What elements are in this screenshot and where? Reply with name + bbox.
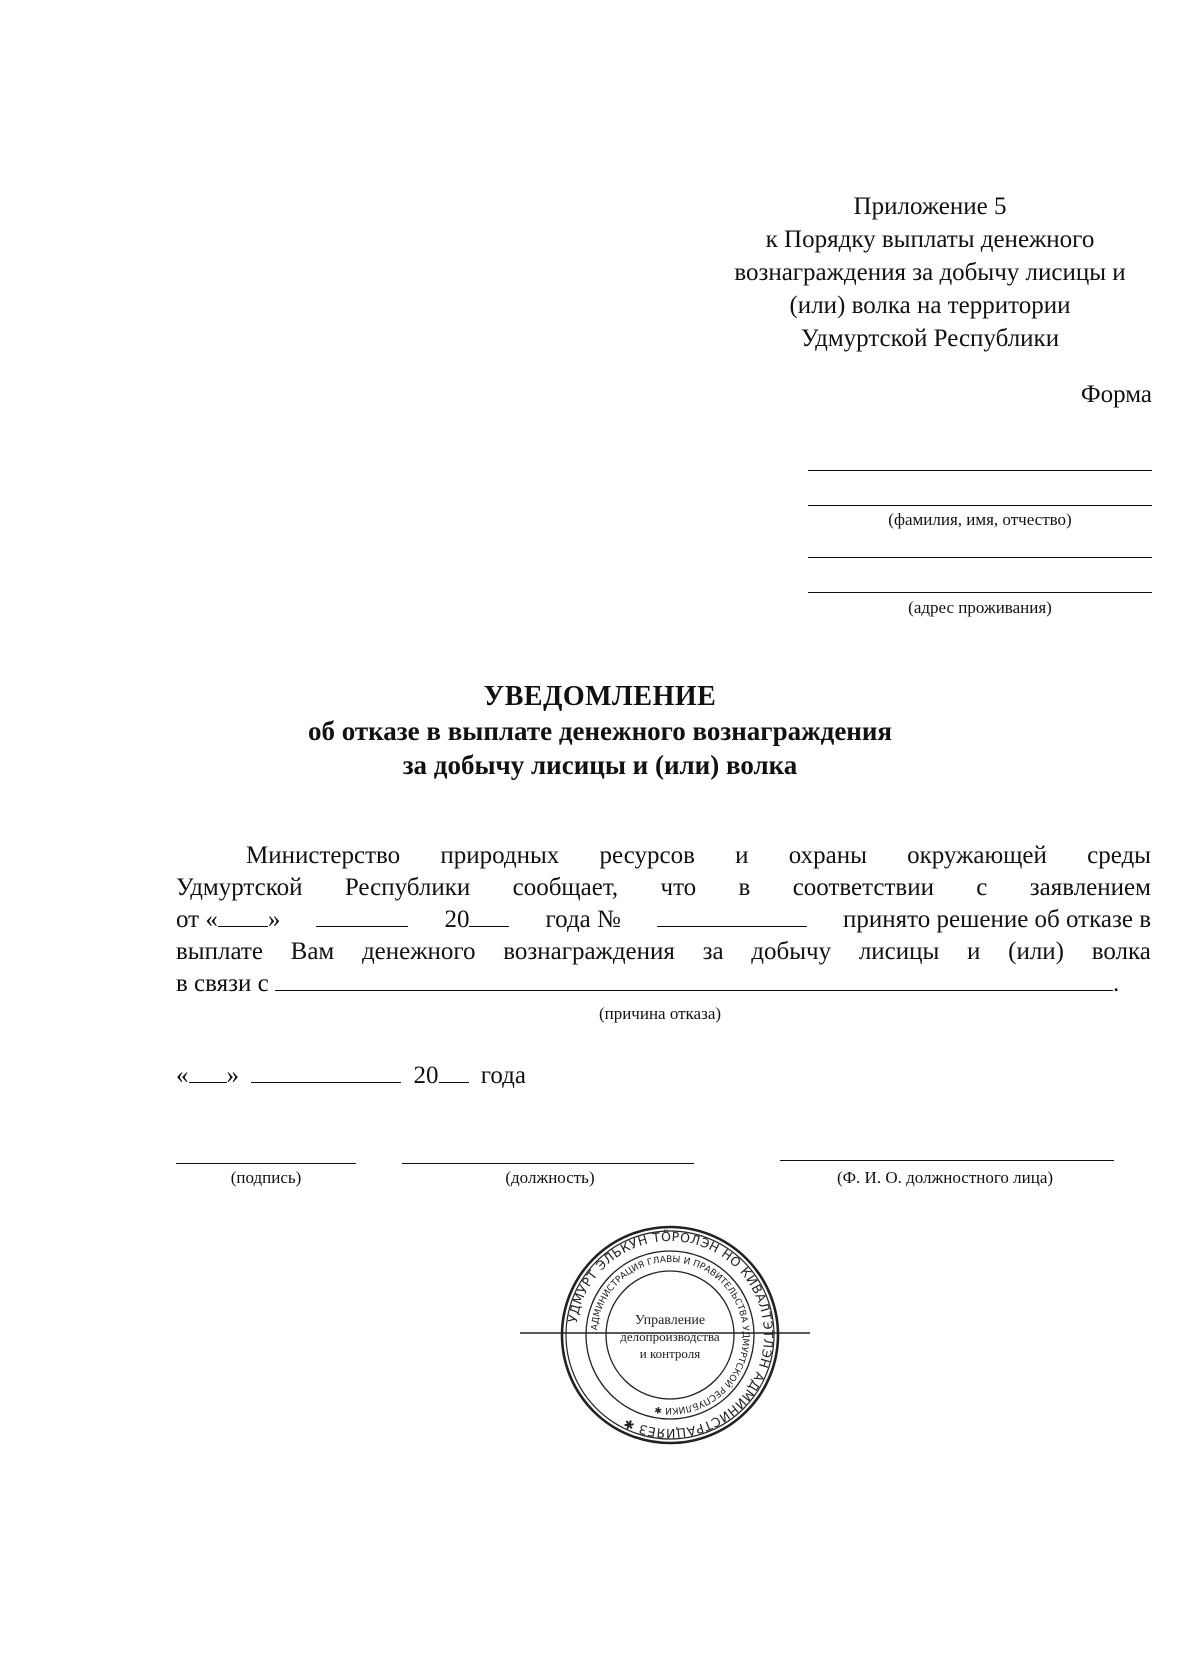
number-label: года № [545,906,621,933]
body-word: в [738,874,751,901]
body-word: добычу [751,938,832,965]
appendix-header [690,190,1170,355]
year-prefix: 20 [444,906,470,933]
notice-date [176,1060,526,1090]
date-month-blank [251,1060,401,1083]
title-line: УВЕДОМЛЕНИЕ [483,681,717,712]
official-name-line [780,1160,1114,1161]
date-day-blank [189,1060,227,1083]
body-word: природных [440,842,560,869]
body-word: вознаграждения [503,938,675,965]
appendix-line: (или) волка на территории [789,292,1071,319]
date-suffix: года [480,1062,526,1089]
reason-blank [275,968,1113,991]
body-row-5 [176,968,1151,1000]
date-year: 20 [413,1062,439,1089]
reason-caption: (причина отказа) [598,1004,722,1023]
body-word: и [967,938,981,965]
date-close-quote: » [226,1062,239,1089]
date-year-blank [439,1060,469,1083]
title-line: об отказе в выплате денежного вознаграждения [307,716,893,746]
date-open-quote: « [176,1062,189,1089]
body-word: заявлением [1029,874,1151,901]
seal-outer-text: УДМУРТ ЭЛЬКУН ТӦРОЛЭН НО КИВАЛТЭТЛЭН АДМИНИСТРАЦИЯЕЗ ✱ [564,1228,777,1442]
recipient-name-line-1 [808,470,1152,471]
seal-center-line: Управление [634,1313,706,1328]
year-blank [469,904,509,927]
decision-text: принято решение об отказе в [843,906,1151,933]
body-word: за [702,938,724,965]
recipient-address-line-2 [808,592,1152,593]
seal-graphic [520,1220,820,1450]
position-line [402,1163,694,1164]
body-word: соответствии [792,874,934,901]
body-word: окружающей [907,842,1047,869]
seal-center-line: делопроизводства [620,1329,720,1344]
seal-inner-text: АДМИНИСТРАЦИЯ ГЛАВЫ И ПРАВИТЕЛЬСТВА УДМУРТСКОЙ РЕСПУБЛИКИ ✱ [590,1254,751,1416]
recipient-address-line-1 [808,557,1152,558]
appendix-line: Приложение 5 [853,193,1007,220]
body-row-2 [176,872,1151,904]
title-line: за добычу лисицы и (или) волка [402,750,798,780]
body-word: Вам [290,938,335,965]
body-row-4 [176,936,1151,968]
notice-title [0,680,1200,782]
body-row-3 [176,904,1151,936]
body-word: волка [1091,938,1151,965]
position-caption: (должность) [505,1168,595,1187]
body-word: денежного [361,938,476,965]
body-row-1 [176,840,1151,872]
body-word: лисицы [858,938,940,965]
appendix-line: Удмуртской Республики [800,325,1060,352]
body-word: Удмуртской [176,874,303,901]
application-date-group [176,904,280,936]
body-word: и [735,842,749,869]
signature-line [176,1163,356,1164]
day-blank [218,904,268,927]
month-blank [316,904,408,927]
signature-caption: (подпись) [230,1168,302,1187]
address-caption: (адрес проживания) [908,598,1052,617]
body-word: среды [1087,842,1151,869]
body-word: (или) [1008,938,1065,965]
notice-body [176,840,1151,1000]
from-prefix: от « [176,906,218,933]
body-word: выплате [176,938,263,965]
appendix-line: к Порядку выплаты денежного [765,226,1095,253]
reason-prefix: в связи с [176,970,269,997]
body-word: Министерство [246,842,401,869]
body-word: Республики [344,874,471,901]
body-word: что [660,874,697,901]
form-label: Форма [1080,381,1152,408]
body-word: охраны [788,842,867,869]
body-word: с [976,874,988,901]
official-seal [520,1220,820,1450]
body-word: сообщает, [512,874,619,901]
application-number-blank [657,904,807,927]
name-caption: (фамилия, имя, отчество) [888,510,1072,529]
body-word: ресурсов [599,842,695,869]
official-name-caption: (Ф. И. О. должностного лица) [836,1168,1054,1187]
reason-period: . [1112,970,1120,997]
recipient-name-line-2 [808,505,1152,506]
year-group [444,904,509,936]
seal-center-line: и контроля [639,1346,701,1361]
quote-close: » [267,906,281,933]
appendix-line: вознаграждения за добычу лисицы и [734,259,1126,286]
